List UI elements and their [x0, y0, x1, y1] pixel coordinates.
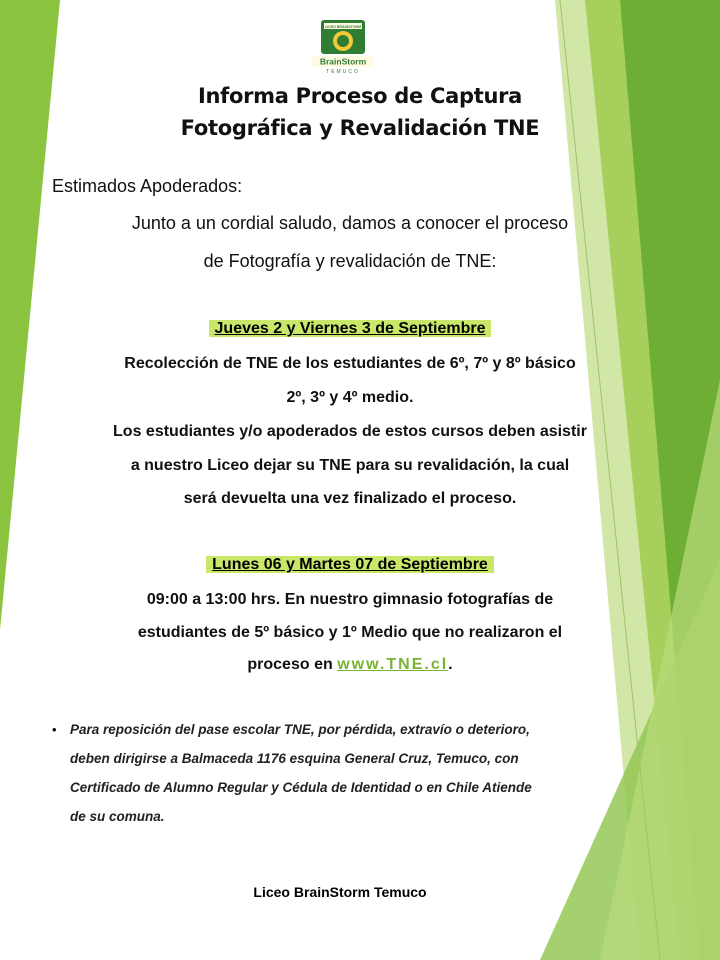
logo-brand-name: BrainStorm [319, 56, 367, 67]
title-line-2: Fotográfica y Revalidación TNE [180, 116, 540, 140]
notice-bullet: • [52, 722, 57, 737]
brainstorm-logo [312, 18, 374, 74]
tne-website-link[interactable]: www.TNE.cl [337, 656, 449, 673]
footer-signature: Liceo BrainStorm Temuco [253, 884, 427, 900]
section2-line-1: 09:00 a 13:00 hrs. En nuestro gimnasio fotografías de [146, 591, 554, 608]
section2-heading: Lunes 06 y Martes 07 de Septiembre [206, 556, 494, 573]
section1-line-2: 2º, 3º y 4º medio. [286, 389, 414, 406]
section1-heading-wrap [40, 320, 660, 338]
section2-line-2: estudiantes de 5º básico y 1º Medio que no realizaron el [137, 624, 563, 641]
section1-line-3: Los estudiantes y/o apoderados de estos cursos deben asistir [113, 423, 587, 440]
section1-line-1: Recolección de TNE de los estudiantes de 6º, 7º y 8º básico [124, 355, 576, 372]
notice-line-4: de su comuna. [70, 809, 165, 824]
section1-line-5: será devuelta una vez finalizado el proceso. [183, 490, 517, 507]
logo-top-text: LICEO BRAINSTORM [324, 24, 362, 29]
section2-last-prefix: proceso en [247, 656, 333, 673]
title-line-1: Informa Proceso de Captura [197, 84, 523, 108]
greeting: Estimados Apoderados: [52, 176, 243, 196]
section1-line-4: a nuestro Liceo dejar su TNE para su revalidación, la cual [130, 457, 570, 474]
intro-line-2: de Fotografía y revalidación de TNE: [203, 251, 497, 271]
intro-line-1: Junto a un cordial saludo, damos a conocer el proceso [131, 213, 569, 233]
notice-line-3: Certificado de Alumno Regular y Cédula de Identidad o en Chile Atiende [70, 780, 532, 795]
section2-last-suffix: . [448, 656, 453, 673]
notice-line-1: Para reposición del pase escolar TNE, por pérdida, extravío o deterioro, [70, 722, 530, 737]
section1-heading: Jueves 2 y Viernes 3 de Septiembre [209, 320, 492, 337]
section2-heading-wrap [40, 556, 660, 574]
section2-line-3 [40, 656, 660, 674]
notice-line-2: deben dirigirse a Balmaceda 1176 esquina General Cruz, Temuco, con [70, 751, 519, 766]
left-green-stripe [0, 0, 60, 630]
logo-city: TEMUCO [326, 69, 360, 74]
